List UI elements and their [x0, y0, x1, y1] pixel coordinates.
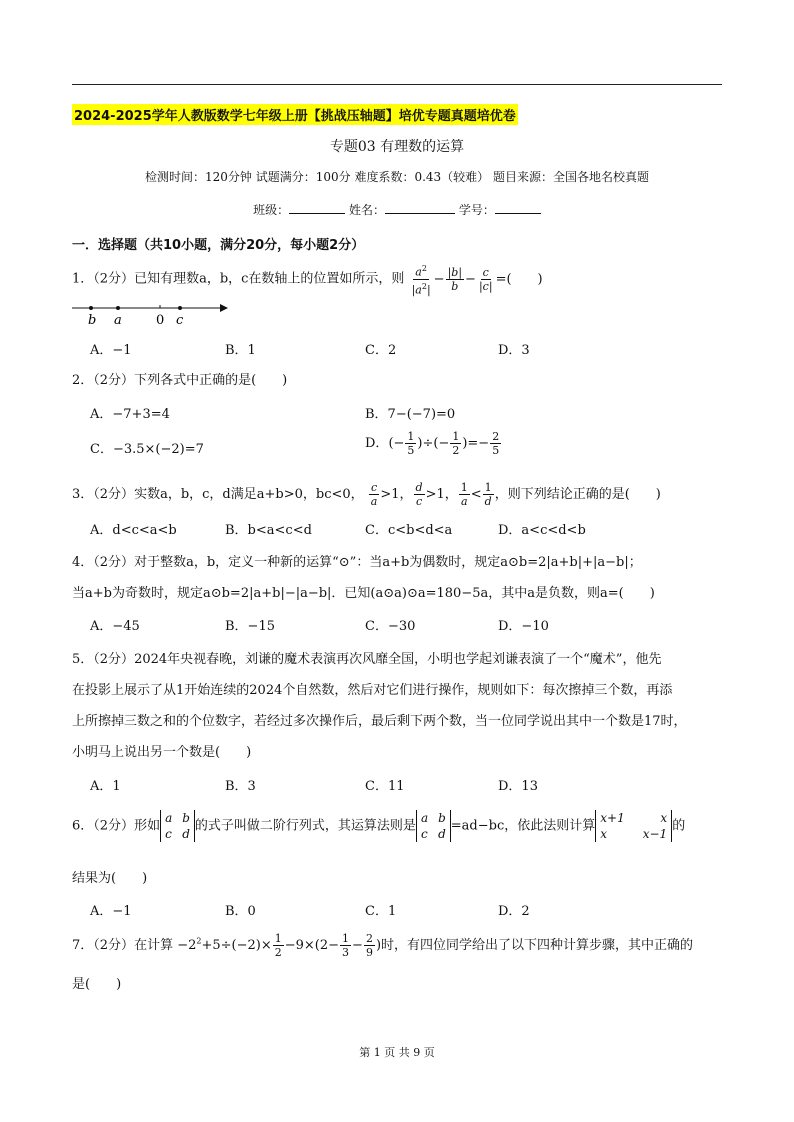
question-5-line-3: 上所擦掉三数之和的个位数字，若经过多次操作后，最后剩下两个数，当一位同学说出其中一个数是17时， [72, 714, 687, 729]
question-text: =ad−bc，依此法则计算 [450, 818, 596, 834]
q2-option-b[interactable]: B．7−(−7)=0 [365, 407, 456, 422]
q2-option-d[interactable]: D．(− $\frac{1}{5}$ )÷(− $\frac{1}{2}$ )=− $\frac{2}{5}$ [365, 430, 500, 457]
label-a: a [114, 313, 122, 328]
question-score: （2分） [93, 555, 135, 570]
q6-option-a[interactable]: A．−1 [90, 904, 132, 919]
question-number: 4． [72, 555, 94, 570]
question-5-line-2: 在投影上展示了从1开始连续的2024个自然数，然后对它们进行操作，规则如下：每次擦掉三个数，再添 [72, 683, 673, 698]
student-info-line [0, 201, 794, 218]
question-text: 当a+b为奇数时，规定a⊙b=2|a+b|−|a−b|．已知(a⊙a)⊙a=180−5a，其中a是负数，则a=( [72, 586, 624, 601]
question-text: 结果为( [72, 871, 117, 886]
question-score: （2分） [93, 938, 135, 953]
q1-option-b[interactable]: B．1 [225, 343, 256, 358]
option-label: D． [365, 436, 389, 451]
class-label: 班级： [253, 203, 290, 217]
question-score: （2分） [93, 271, 135, 287]
label-c: c [176, 313, 184, 328]
question-6 [72, 810, 685, 842]
q5-option-a[interactable]: A．1 [90, 779, 121, 794]
paper-title: 专题03 有理数的运算 [329, 139, 465, 155]
question-text: 已知有理数a，b，c在数轴上的位置如所示，则 [134, 271, 405, 287]
name-label: 姓名： [348, 203, 385, 217]
paper-meta: 检测时间：120分钟 试题满分：100分 难度系数：0.43（较难） 题目来源：全国各地名校真题 [145, 170, 649, 184]
question-score: （2分） [93, 373, 135, 388]
question-6-line-2: 结果为( ) [72, 871, 148, 886]
section-heading: 一．选择题（共10小题，满分20分，每小题2分） [72, 238, 365, 253]
question-text: 是( [72, 977, 91, 992]
question-score: （2分） [93, 818, 135, 834]
question-number: 6． [72, 818, 94, 834]
q4-option-a[interactable]: A．−45 [90, 619, 140, 634]
point-c [178, 306, 182, 310]
determinant-rule: a b c d [416, 810, 451, 842]
q4-option-b[interactable]: B．−15 [225, 619, 275, 634]
q3-option-b[interactable]: B．b<a<c<d [225, 523, 312, 538]
q3-fraction-conditions: $\frac{c}{a}$ >1， $\frac{d}{c}$ >1， $\frac{1}{a}$ < $\frac{1}{d}$ [370, 481, 492, 508]
q4-option-c[interactable]: C．−30 [365, 619, 416, 634]
header-rule [72, 84, 722, 85]
question-4 [72, 551, 642, 570]
question-score: （2分） [93, 487, 135, 502]
q4-option-d[interactable]: D．−10 [498, 619, 549, 634]
question-4-line-2: 当a+b为奇数时，规定a⊙b=2|a+b|−|a−b|．已知(a⊙a)⊙a=180−5a，其中a是负数，则a=( ) [72, 586, 655, 601]
q5-option-b[interactable]: B．3 [225, 779, 256, 794]
question-number: 3． [72, 487, 94, 502]
question-number: 5． [72, 652, 94, 667]
question-text-tail: ，则下列结论正确的是( [494, 487, 630, 502]
question-7-line-2: 是( ) [72, 977, 122, 992]
question-text: 下列各式中正确的是( [134, 373, 257, 388]
q1-expression: $\frac{a^2}{|a^2|}$ − $\frac{|b|}{b}$ − $\frac{c}{|c|}$ =( ) [411, 264, 543, 297]
page-footer: 第 1 页 共 9 页 [359, 1046, 435, 1059]
question-number: 2． [72, 373, 94, 388]
q5-option-c[interactable]: C．11 [365, 779, 405, 794]
number-line-figure [72, 300, 232, 330]
arrow-icon [220, 304, 228, 312]
q1-option-d[interactable]: D．3 [498, 343, 530, 358]
q5-option-d[interactable]: D．13 [498, 779, 538, 794]
q6-option-d[interactable]: D．2 [498, 904, 530, 919]
determinant-compute: x+1 x x x−1 [595, 810, 672, 842]
q1-option-a[interactable]: A．−1 [90, 343, 132, 358]
id-blank[interactable] [495, 201, 541, 214]
paper-banner: 2024-2025学年人教版数学七年级上册【挑战压轴题】培优专题真题培优卷 [72, 104, 518, 125]
point-b [89, 306, 93, 310]
question-text: 的 [672, 818, 686, 834]
question-5-line-4: 小明马上说出另一个数是( ) [72, 745, 252, 760]
q2-option-a[interactable]: A．−7+3=4 [90, 407, 170, 422]
point-a [116, 306, 120, 310]
label-b: b [88, 313, 97, 328]
question-text: 对于整数a，b，定义一种新的运算“⊙”：当a+b为偶数时，规定a⊙b=2|a+b|+|a−b|； [134, 555, 642, 570]
determinant-generic: a b c d [160, 810, 195, 842]
question-text: 2024年央视春晚，刘谦的魔术表演再次风靡全国，小明也学起刘谦表演了一个“魔术”，他先 [134, 652, 662, 667]
question-text: 在计算 [134, 938, 174, 953]
q3-option-a[interactable]: A．d<c<a<b [90, 523, 177, 538]
question-text: 形如 [134, 818, 161, 834]
question-2: 2．（2分）下列各式中正确的是( ) [72, 373, 288, 388]
q6-option-c[interactable]: C．1 [365, 904, 397, 919]
question-3: 3．（2分）实数a，b，c，d满足a+b>0，bc<0， $\frac{c}{a}$ >1， $\frac{d}{c}$ >1， $\frac{1}{a}$ < $\frac{1}{d}$ ，则下列结论正确的是( ) [72, 481, 661, 508]
label-zero: 0 [156, 313, 165, 328]
question-7 [72, 932, 693, 959]
question-text: 时，有四位同学给出了以下四种计算步骤，其中正确的 [381, 938, 694, 953]
question-1 [72, 262, 543, 296]
id-label: 学号： [458, 203, 495, 217]
question-text: 小明马上说出另一个数是( [72, 745, 221, 760]
question-text: 实数a，b，c，d满足a+b>0，bc<0， [134, 487, 364, 502]
q1-option-c[interactable]: C．2 [365, 343, 397, 358]
question-number: 7． [72, 938, 94, 953]
q6-option-b[interactable]: B．0 [225, 904, 256, 919]
question-score: （2分） [93, 652, 135, 667]
name-blank[interactable] [385, 201, 455, 214]
q3-option-d[interactable]: D．a<c<d<b [498, 523, 586, 538]
q2-option-c[interactable]: C．−3.5×(−2)=7 [90, 442, 204, 457]
q7-expression: $-2^2+5\div(-2)\times$ $\frac{1}{2}$ −9×(2− $\frac{1}{3}$ − $\frac{2}{9}$ ) [177, 932, 382, 959]
class-blank[interactable] [289, 201, 345, 214]
q3-option-c[interactable]: C．c<b<d<a [365, 523, 453, 538]
question-text: 的式子叫做二阶行列式，其运算法则是 [194, 818, 416, 834]
question-5 [72, 648, 661, 667]
question-number: 1． [72, 271, 94, 287]
